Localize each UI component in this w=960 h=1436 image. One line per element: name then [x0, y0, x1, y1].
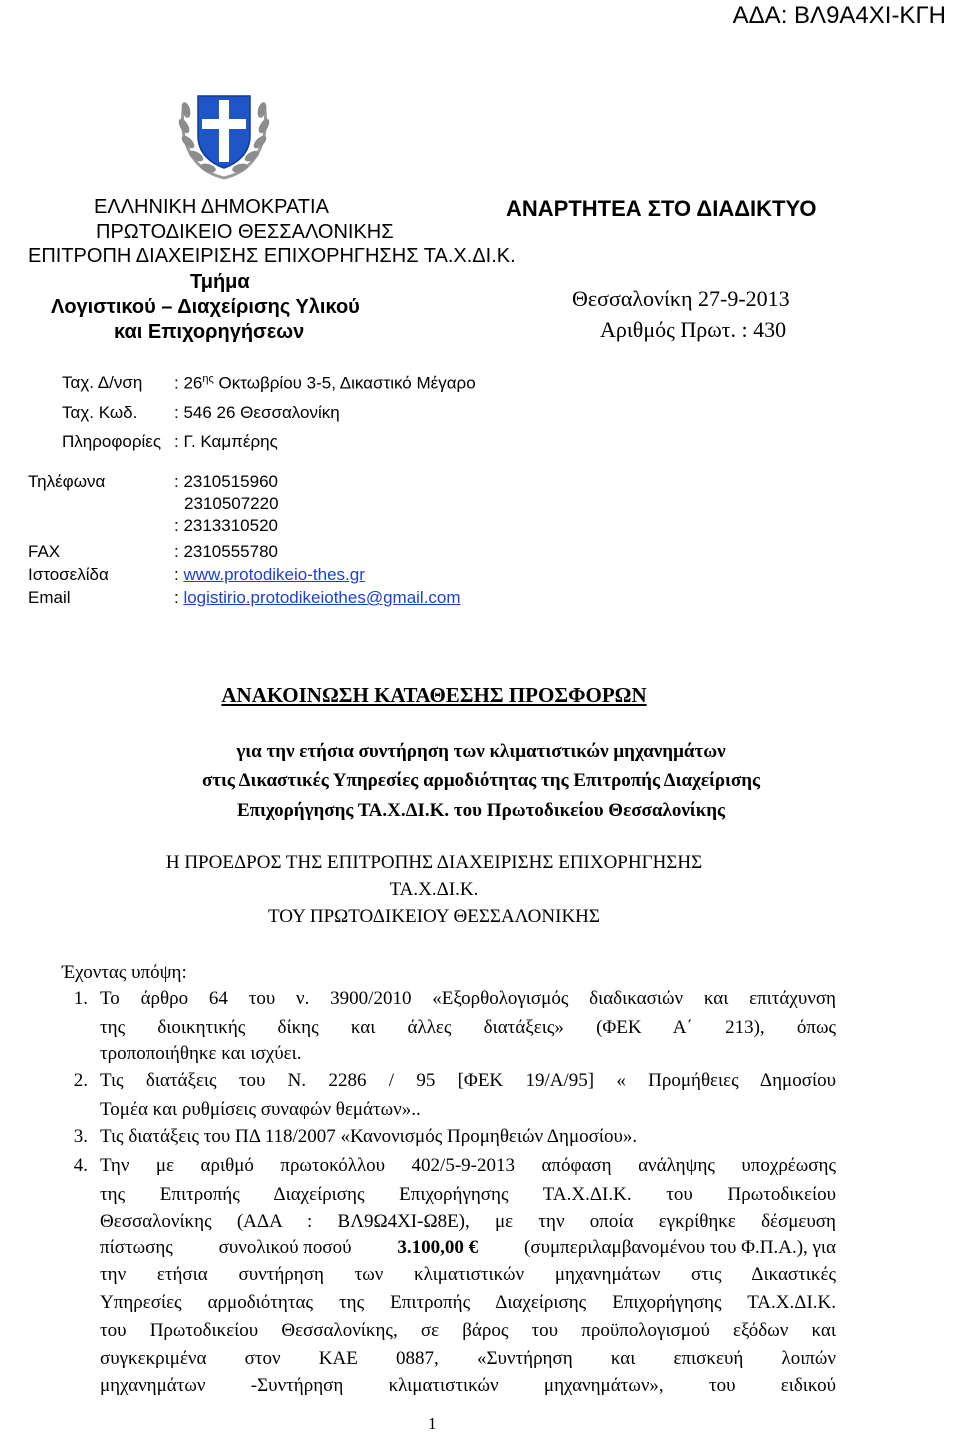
phone-1: : 2310515960 — [174, 472, 278, 491]
email-value: : logistirio.protodikeiothes@gmail.com — [174, 588, 461, 607]
notice-title: ΑΝΑΚΟΙΝΩΣΗ ΚΑΤΑΘΕΣΗΣ ΠΡΟΣΦΟΡΩΝ — [221, 683, 647, 707]
page-number: 1 — [428, 1414, 437, 1433]
item-line: Το άρθρο 64 του ν. 3900/2010 «Εξορθολογισμός διαδικασιών και επιτάχυνση — [100, 988, 836, 1009]
authority-line-1: ΕΛΛΗΝΙΚΗ ΔΗΜΟΚΡΑΤΙΑ — [94, 196, 329, 218]
item-line: της διοικητικής δίκης και άλλες διατάξεις» (ΦΕΚ Α΄ 213), όπως — [100, 1017, 836, 1038]
item-line: Τις διατάξεις του ΠΔ 118/2007 «Κανονισμός Προμηθειών Δημοσίου». — [100, 1126, 638, 1147]
info-label: Πληροφορίες — [62, 432, 162, 451]
fax-value: : 2310555780 — [174, 542, 278, 561]
amount-value: 3.100,00 € — [397, 1237, 479, 1258]
item-line: μηχανημάτων -Συντήρηση κλιματιστικών μηχανημάτων», του ειδικού — [100, 1375, 836, 1396]
website-link[interactable]: www.protodikeio-thes.gr — [183, 565, 365, 584]
address-label: Ταχ. Δ/νση — [62, 373, 143, 392]
department-line-3: και Επιχορηγήσεων — [114, 321, 305, 343]
email-link[interactable]: logistirio.protodikeiothes@gmail.com — [183, 588, 461, 607]
item-line: Τις διατάξεις του Ν. 2286 / 95 [ΦΕΚ 19/Α/95] « Προμήθειες Δημοσίου — [100, 1070, 836, 1091]
phones-label: Τηλέφωνα — [28, 472, 106, 491]
item-line: Τομέα και ρυθμίσεις συναφών θεμάτων».. — [100, 1099, 421, 1120]
fax-label: FAX — [28, 542, 61, 561]
authority-line-3: ΕΠΙΤΡΟΠΗ ΔΙΑΧΕΙΡΙΣΗΣ ΕΠΙΧΟΡΗΓΗΣΗΣ ΤΑ.Χ.ΔΙ.Κ. — [28, 245, 516, 267]
declarant-line-1: Η ΠΡΟΕΔΡΟΣ ΤΗΣ ΕΠΙΤΡΟΠΗΣ ΔΙΑΧΕΙΡΙΣΗΣ ΕΠΙΧΟΡΗΓΗΣΗΣ — [165, 852, 703, 873]
item-line-middle: συνολικού ποσού — [218, 1237, 352, 1258]
email-label: Email — [28, 588, 71, 607]
authority-line-2: ΠΡΩΤΟΔΙΚΕΙΟ ΘΕΣΣΑΛΟΝΙΚΗΣ — [96, 221, 394, 243]
item-line: Την με αριθμό πρωτοκόλλου 402/5-9-2013 απόφαση ανάληψης υποχρέωσης — [100, 1155, 836, 1176]
item-number: 2. — [73, 1070, 88, 1091]
item-line: του Πρωτοδικείου Θεσσαλονίκης, σε βάρος του προϋπολογισμού εξόδων και — [100, 1320, 836, 1341]
item-line: της Επιτροπής Διαχείρισης Επιχορήγησης ΤΑ.Χ.ΔΙ.Κ. του Πρωτοδικείου — [100, 1184, 836, 1205]
department-title: Τμήμα — [190, 271, 250, 293]
item-line: Υπηρεσίες αρμοδιότητας της Επιτροπής Διαχείρισης Επιχορήγησης ΤΑ.Χ.ΔΙ.Κ. — [100, 1292, 836, 1313]
postcode-label: Ταχ. Κωδ. — [62, 403, 138, 422]
internet-posting-notice: ΑΝΑΡΤΗΤΕΑ ΣΤΟ ΔΙΑΔΙΚΤΥΟ — [506, 196, 817, 221]
item-line — [100, 1237, 836, 1259]
item-line: συγκεκριμένα στον ΚΑΕ 0887, «Συντήρηση και επισκευή λοιπών — [100, 1348, 836, 1369]
considering-label: Έχοντας υπόψη: — [62, 962, 187, 983]
subject-line-3: Επιχορήγησης ΤΑ.Χ.ΔΙ.Κ. του Πρωτοδικείου Θεσσαλονίκης — [236, 800, 726, 821]
item-line: τροποποιήθηκε και ισχύει. — [100, 1043, 302, 1064]
declarant-line-2: ΤΑ.Χ.ΔΙ.Κ. — [389, 879, 479, 900]
greek-coat-of-arms-icon — [176, 74, 272, 182]
postcode-value: : 546 26 Θεσσαλονίκη — [174, 403, 340, 422]
phone-2: 2310507220 — [184, 494, 279, 513]
item-line-lead: πίστωσης — [100, 1237, 173, 1258]
website-label: Ιστοσελίδα — [28, 565, 109, 584]
item-line: την ετήσια συντήρηση των κλιματιστικών μηχανημάτων στις Δικαστικές — [100, 1264, 836, 1285]
protocol-number: Αριθμός Πρωτ. : 430 — [600, 317, 787, 342]
declarant-line-3: ΤΟΥ ΠΡΩΤΟΔΙΚΕΙΟΥ ΘΕΣΣΑΛΟΝΙΚΗΣ — [268, 906, 600, 927]
place-date: Θεσσαλονίκη 27-9-2013 — [572, 286, 790, 311]
ada-code: ΑΔΑ: ΒΛ9Α4ΧΙ-ΚΓΗ — [732, 2, 946, 29]
item-number: 3. — [73, 1126, 88, 1147]
department-line-2: Λογιστικού – Διαχείρισης Υλικού — [51, 296, 360, 318]
subject-line-1: για την ετήσια συντήρηση των κλιματιστικών μηχανημάτων — [236, 741, 726, 762]
phone-3: : 2313310520 — [174, 516, 278, 535]
website-value: : www.protodikeio-thes.gr — [174, 565, 365, 584]
item-line: Θεσσαλονίκης (ΑΔΑ : ΒΛ9Ω4ΧΙ-Ω8Ε), με την οποία εγκρίθηκε δέσμευση — [100, 1211, 836, 1232]
subject-line-2: στις Δικαστικές Υπηρεσίες αρμοδιότητας της Επιτροπής Διαχείρισης — [201, 770, 761, 791]
info-value: : Γ. Καμπέρης — [174, 432, 278, 451]
address-value: : $26^{\eta\varsigma}$ Οκτωβρίου 3-5, Δικαστικό Μέγαρο — [174, 373, 476, 393]
item-number: 1. — [73, 988, 88, 1009]
item-line-tail: (συμπεριλαμβανομένου του Φ.Π.Α.), για — [524, 1237, 836, 1258]
item-number: 4. — [73, 1155, 88, 1176]
